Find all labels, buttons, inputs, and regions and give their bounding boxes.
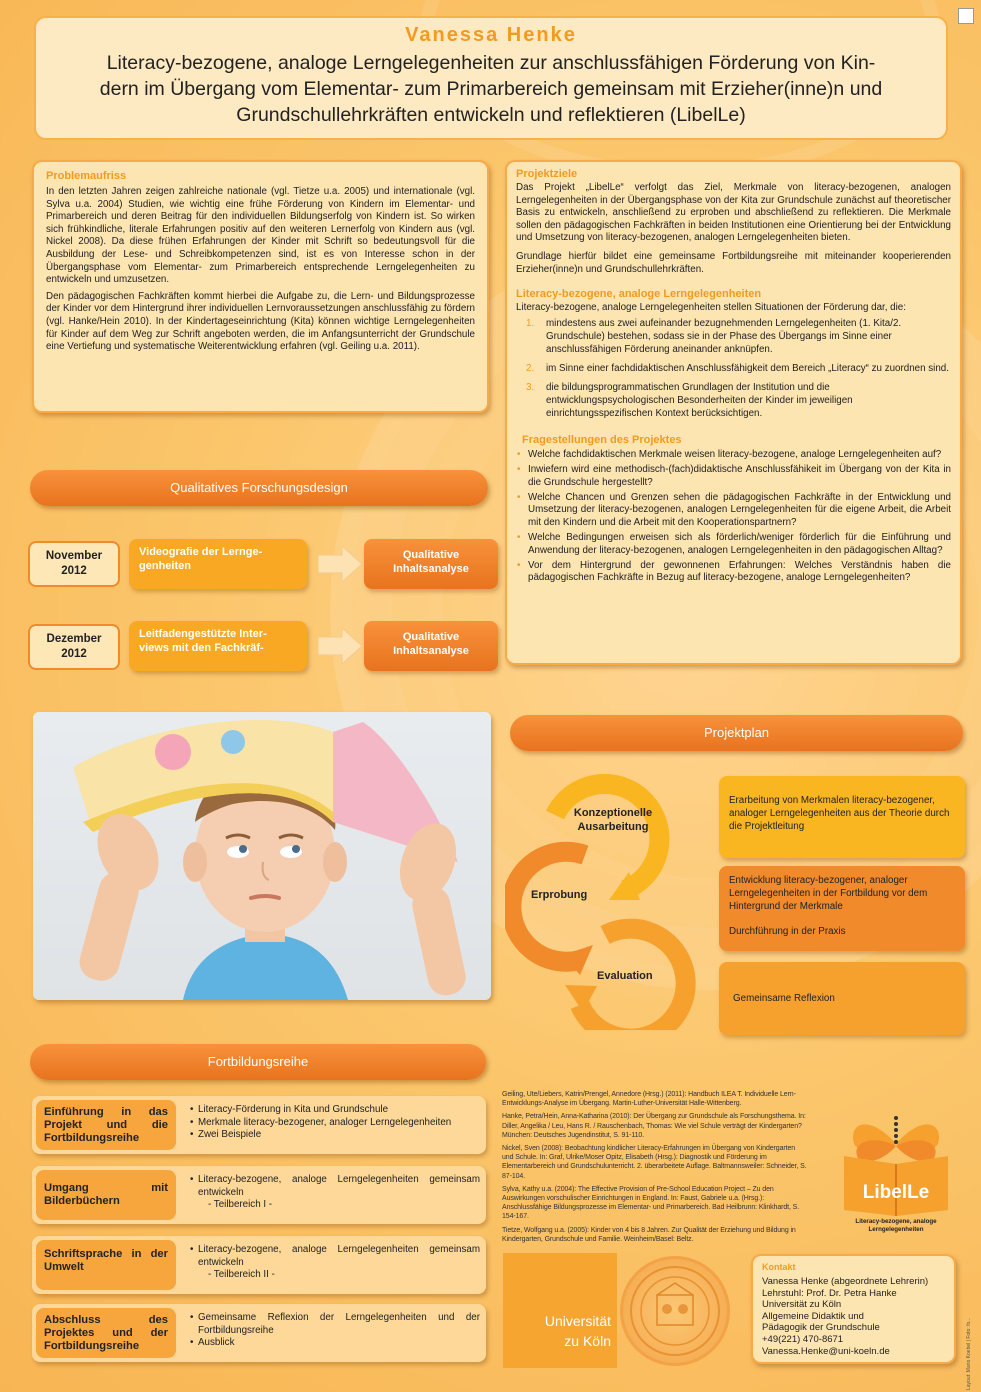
question-item: • Vor dem Hintergrund der gewonnenen Erfahrungen: Welches Verständnis haben die pädagogischen Fachkräfte in Bezug auf literacy-bezogene, analoge Lerngelegenheiten? (517, 560, 951, 584)
list-text: mindestens aus zwei aufeinander bezugnehmenden Lerngelegenheiten (1. Kita/2. Grundschule) bestehen, sodass sie in der Phase des Übergangs im Sinne einer anschlussfähigen Förderung aneinander anknüpfen. (546, 317, 902, 355)
problem-section (32, 160, 489, 413)
date-box-november: November 2012 (28, 541, 120, 587)
corner-marker (958, 8, 974, 24)
plan-heading-bar: Projektplan (510, 715, 963, 751)
training-heading-bar: Fortbildungsreihe (30, 1044, 486, 1080)
goals-paragraph-2: Grundlage hierfür bildet eine gemeinsame Fortbildungsreihe mit miteinander kooperierenden Erzieher(inne)n und Grundschullehrkräften. (516, 250, 951, 275)
contact-section (751, 1254, 956, 1364)
question-item: • Welche Bedingungen erweisen sich als förderlich/weniger förderlich für die Einführung und Anwendung der literacy-bezogenen, analogen Lerngelegenheiten in den pädagogischen Alltag? (517, 532, 951, 556)
reference-item: Geiling, Ute/Liebers, Katrin/Prengel, Annedore (Hrsg.) (2011): Handbuch ILEA T. Individuelle Lern-Entwicklungs-Analyse im Übergang. Martin-Luther-Universität Halle-Wittenberg. (502, 1091, 796, 1108)
libelle-logo-text: LibelLe (862, 1182, 930, 1203)
step-interviews: Leitfadengestützte Inter- views mit den Fachkräf- (129, 621, 307, 671)
plan-box-evaluation: Gemeinsame Reflexion (719, 962, 965, 1035)
literacy-item (516, 362, 951, 375)
question-item: • Welche fachdidaktischen Merkmale weisen literacy-bezogene, analoge Lerngelegenheiten auf? (517, 448, 942, 460)
contact-heading: Kontakt (762, 1262, 796, 1272)
reference-item: Tietze, Wolfgang u.a. (2005): Kinder von 4 bis 8 Jahren. Zur Qualität der Erziehung und Bildung in Kindergarten, Grundschule und Familie. Weinheim/Basel: Beltz. (502, 1226, 796, 1243)
reference-item: Hanke, Petra/Hein, Anna-Katharina (2010): Der Übergang zur Grundschule als Forschungsthema. In: Diller, Angelika / Leu, Hans R. / Rauschenbach, Thomas: Wie viel Schule verträgt der Kindergarten? München: Deutsches Jugendinstitut, S. 91-110. (502, 1113, 806, 1139)
literacy-intro: Literacy-bezogene, analoge Lerngelegenheiten stellen Situationen der Förderung dar, die: (516, 302, 906, 314)
design-heading-bar: Qualitatives Forschungsdesign (30, 470, 488, 506)
training-label: Einführung in das Projekt und die Fortbildungsreihe (36, 1100, 176, 1150)
training-row-1 (32, 1096, 486, 1154)
cycle-label-evaluation: Evaluation (597, 970, 653, 982)
plan-box-concept: Erarbeitung von Merkmalen literacy-bezogener, analoger Lerngelegenheiten aus der Theorie durch die Projektleitung (719, 776, 965, 858)
layout-credit: Layout: Mario Koebel | Foto: fo... (966, 1317, 972, 1390)
list-text: im Sinne einer fachdidaktischen Anschlussfähigkeit dem Bereich „Literacy“ zu zuordnen sind. (546, 362, 949, 374)
cycle-label-testing: Erprobung (531, 889, 588, 901)
bullet-icon: • (517, 491, 521, 503)
bullet-icon: • (190, 1337, 194, 1349)
reference-item: Sylva, Kathy u.a. (2004): The Effective Provision of Pre-School Education Project – Zu den Auswirkungen vorschulischer Einrichtungen in England. In: Faust, Gabriele u.a. (Hrsg.): Anschlussfähige Bildungsprozesse im Elementar- und Primarbereich. Bad Heilbrunn: Klinkhardt, S. 154-167. (502, 1185, 800, 1221)
training-items: • Gemeinsame Reflexion der Lerngelegenheiten und der Fortbildungsreihe • Ausblick (190, 1312, 480, 1349)
child-with-book-photo (33, 712, 491, 1000)
problem-heading: Problemaufriss (46, 170, 127, 182)
references (502, 1090, 807, 1248)
training-label: Umgang mit Bilderbüchern (36, 1170, 176, 1220)
training-items: • Literacy-bezogene, analoge Lerngelegenheiten gemeinsam entwickeln - Teilbereich II - (190, 1244, 480, 1281)
university-logo-box: Universität zu Köln (503, 1253, 617, 1368)
step-videography: Videografie der Lernge- genheiten (129, 539, 307, 589)
training-label: Schriftsprache in der Umwelt (36, 1240, 176, 1290)
result-qualitative-analysis-1: Qualitative Inhaltsanalyse (364, 539, 498, 589)
question-item: • Inwiefern wird eine methodisch-(fach)didaktische Anschlussfähikeit im Übergang von der Kita in die Grundschule hergestellt? (517, 464, 951, 488)
list-number: 2. (526, 362, 535, 374)
libelle-caption: Literacy-bezogene, analoge Lerngelegenheiten (855, 1218, 937, 1233)
list-number: 1. (526, 317, 535, 329)
training-items: • Literacy-Förderung in Kita und Grundschule • Merkmale literacy-bezogener, analoger Lerngelegenheiten • Zwei Beispiele (190, 1104, 452, 1141)
training-row-2 (32, 1166, 486, 1224)
arrow-right-icon (318, 628, 364, 664)
bullet-icon: • (190, 1129, 194, 1141)
plan-box-testing: Entwicklung literacy-bezogener, analoger Lerngelegenheiten in der Fortbildung vor dem Hintergrund der Merkmale Durchführung in der Praxis (719, 866, 965, 951)
poster-title (44, 50, 938, 128)
contact-email[interactable]: Vanessa.Henke@uni-koeln.de (762, 1345, 890, 1357)
bullet-icon: • (190, 1116, 194, 1128)
arrow-right-icon (318, 546, 364, 582)
libelle-logo (840, 1104, 952, 1216)
goals-section (505, 160, 962, 665)
training-items: • Literacy-bezogene, analoge Lerngelegenheiten gemeinsam entwickeln - Teilbereich I - (190, 1174, 480, 1211)
goals-paragraph-1: Das Projekt „LibelLe“ verfolgt das Ziel, Merkmale von literacy-bezogenen, analogen Lerngelegenheiten in der Übergangsphase von der Kita zur Grundschule zunächst auf theoretischer Basis zu entwickeln, anschließend zu erproben und abschließend zu reflektieren. Die Merkmale sollen den pädagogischen Fachkräften in beiden Institutionen eine Orientierung bei der Entwicklung und Umsetzung von literacy-bezogenen, analogen Lerngelegenheiten bieten. (516, 182, 951, 244)
training-row-4 (32, 1304, 486, 1362)
bullet-icon: • (517, 532, 521, 544)
contact-details: Vanessa Henke (abgeordnete Lehrerin) Lehrstuhl: Prof. Dr. Petra Hanke Universität zu Köln Allgemeine Didaktik und Pädagogik der Grundschule +49(221) 470-8671 Vanessa.Henke@uni-koeln.de (762, 1276, 945, 1357)
problem-paragraph-1: In den letzten Jahren zeigen zahlreiche nationale (vgl. Tietze u.a. 2005) und internationale (vgl. Sylva u.a. 2004) Studien, wie wichtig eine frühe Förderung von Kindern im Elementar- und Primarbereich und deren Beitrag für den individuellen Bildungserfolg von Kindern ist. So wirken sich frühkindliche, literale Erfahrungen positiv auf den weiteren Lernerfolg von Kindern aus (vgl. Nickel 2008). Da diese frühen Erfahrungen der Kinder mit Schrift so bedeutungsvoll für die Ausbildung der Lese- und Schreibkompetenzen sind, ist es von Interesse schon in der Übergangsphase vom Elementar- zum Primarbereich entsprechende Lerngelegenheiten zu entwickeln und umzusetzen. (46, 186, 475, 286)
poster-header (34, 16, 948, 140)
bullet-icon: • (517, 464, 521, 476)
bullet-icon: • (517, 448, 521, 460)
problem-paragraph-2: Den pädagogischen Fachkräften kommt hierbei die Aufgabe zu, die Lern- und Bildungsprozesse der Kinder vor dem Hintergrund ihrer individuellen Lernvoraussetzungen anschlussfähig zu fördern (vgl. Hanke/Hein 2010). In der Kindertageseinrichtung (Kita) können wichtige Lerngelegenheiten für Kinder auf dem Weg zur Schrift angeboten werden, die im Anfangsunterricht der Grundschule eine Vertiefung und systematische Weiterentwicklung erfahren (vgl. Geiling u.a. 2011). (46, 290, 475, 353)
literacy-item (516, 381, 951, 420)
title-line-1: Literacy-bezogene, analoge Lerngelegenheiten zur anschlussfähigen Förderung von Kin- (106, 52, 876, 74)
bullet-icon: • (190, 1244, 194, 1255)
training-label: Abschluss des Projektes und der Fortbildungsreihe (36, 1308, 176, 1358)
list-number: 3. (526, 381, 535, 393)
result-qualitative-analysis-2: Qualitative Inhaltsanalyse (364, 621, 498, 671)
list-text: die bildungsprogrammatischen Grundlagen der Institution und die entwicklungspsychologischen Besonderheiten der Kinder im jeweiligen einrichtungsspezifischen Kontext berücksichtigen. (546, 381, 853, 419)
question-item: • Welche Chancen und Grenzen sehen die pädagogischen Fachkräfte in der Entwicklung und Umsetzung der literacy-bezogenen, analogen Lerngelegenheiten für die eigene Arbeit, die Arbeit mit den Kindern und die Arbeit mit den Kooperationspartnern? (517, 491, 951, 528)
goals-heading: Projektziele (516, 168, 578, 180)
literacy-heading: Literacy-bezogene, analoge Lerngelegenheiten (516, 288, 762, 301)
bullet-icon: • (190, 1312, 194, 1323)
date-box-december: Dezember 2012 (28, 624, 120, 670)
questions-list (516, 449, 951, 585)
bullet-icon: • (190, 1174, 194, 1185)
bullet-icon: • (517, 560, 521, 571)
reference-item: Nickel, Sven (2008): Beobachtung kindlicher Literacy-Erfahrungen im Übergang von Kindergarten und Schule. In: Graf, Ulrike/Moser Opitz, Elisabeth (Hrsg.): Diagnostik und Förderung im Elementarbereich und Grundschulunterricht. 2. überarbeitete Auflage. Baltmannsweiler: Schneider, S. 87-104. (502, 1145, 807, 1180)
training-row-3 (32, 1236, 486, 1294)
title-line-3: Grundschullehrkräften entwickeln und reflektieren (LibelLe) (236, 104, 746, 126)
literacy-list (516, 317, 951, 420)
university-seal-icon (620, 1256, 730, 1366)
cycle-label-concept: Konzeptionelle Ausarbeitung (573, 807, 653, 833)
questions-heading: Fragestellungen des Projektes (522, 433, 682, 446)
bullet-icon: • (190, 1104, 194, 1115)
author-name: Vanessa Henke (405, 24, 577, 46)
title-line-2: dern im Übergang vom Elementar- zum Primarbereich gemeinsam mit Erzieher(inne)n und (99, 78, 883, 100)
literacy-item (516, 317, 951, 356)
